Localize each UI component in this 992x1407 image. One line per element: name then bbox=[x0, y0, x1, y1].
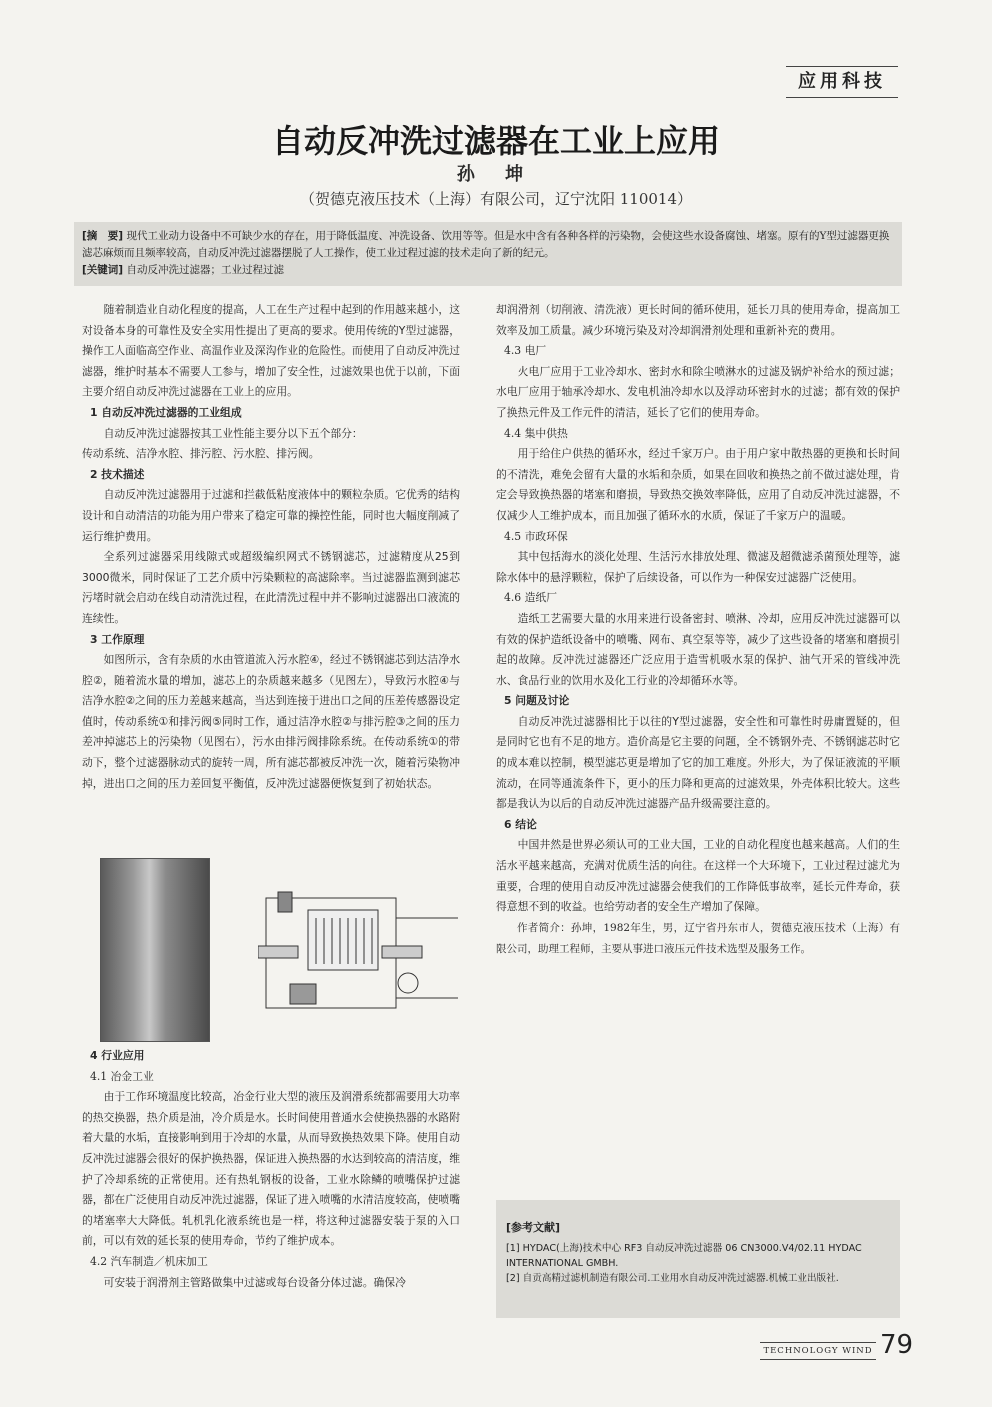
article-title: 自动反冲洗过滤器在工业上应用 bbox=[271, 122, 720, 160]
affiliation: （贺德克液压技术（上海）有限公司，辽宁沈阳 110014） bbox=[299, 190, 693, 208]
author: 孙 坤 bbox=[456, 164, 536, 185]
paragraph: 可安装于润滑剂主管路做集中过滤或每台设备分体过滤。确保冷 bbox=[103, 1275, 406, 1289]
section-heading: 1 自动反冲洗过滤器的工业组成 bbox=[90, 405, 242, 419]
reference-item: [2] 自贡高精过滤机制造有限公司.工业用水自动反冲洗过滤器.机械工业出版社. bbox=[506, 1273, 839, 1284]
paragraph: 火电厂应用于工业冷却水、密封水和除尘喷淋水的过滤及锅炉补给水的预过滤；水电厂应用于轴承冷却水、发电机油冷却水以及浮动环密封水的过滤；都有效的保护了换热元件及工作元件的清洁，延长了它们的使用寿命。 bbox=[496, 364, 900, 419]
subsection-heading: 4.1 冶金工业 bbox=[90, 1069, 154, 1083]
abstract-label: [摘 要] bbox=[82, 230, 124, 242]
paragraph: 中国井然是世界必须认可的工业大国，工业的自动化程度也越来越高。人们的生活水平越来越高，充满对优质生活的向往。在这样一个大环境下，工业过程过滤尤为重要，合理的使用自动反冲洗过滤器会使我们的工作降低事故率，延长元件寿命，获得意想不到的收益。也给劳动者的安全生产增加了保障。 bbox=[496, 838, 900, 914]
references-box bbox=[496, 1200, 900, 1318]
paragraph: 自动反冲洗过滤器用于过滤和拦截低粘度液体中的颗粒杂质。它优秀的结构设计和自动清洁的功能为用户带来了稳定可靠的操控性能，同时也大幅度削减了运行维护费用。 bbox=[82, 488, 460, 543]
section-heading: 3 工作原理 bbox=[90, 632, 145, 646]
journal-brand: TECHNOLOGY WIND bbox=[760, 1342, 876, 1360]
references-heading: [参考文献] bbox=[506, 1221, 561, 1234]
paragraph: 全系列过滤器采用线隙式或超级编织网式不锈钢滤芯，过滤精度从25到3000微米，同时保证了工艺介质中污染颗粒的高滤除率。当过滤器监测到滤芯污堵时就会启动在线自动清洗过程，在此清洗过程中并不影响过滤器出口液流的连续性。 bbox=[82, 550, 460, 625]
subsection-heading: 4.6 造纸厂 bbox=[504, 591, 557, 605]
subsection-heading: 4.2 汽车制造／机床加工 bbox=[90, 1254, 208, 1268]
keywords bbox=[82, 262, 894, 279]
paragraph: 自动反冲洗过滤器相比于以往的Y型过滤器，安全性和可靠性时毋庸置疑的，但是同时它也有不足的地方。造价高是它主要的问题，全不锈钢外壳、不锈钢滤芯时它的成本难以控制，模型滤芯更是增加了它的加工难度。外形大，为了保证液流的平顺流动，在同等通流条件下，更小的压力降和更高的过滤效果，外壳体积比较大。这些都是我认为以后的自动反冲洗过滤器产品升级需要注意的。 bbox=[496, 714, 900, 811]
paragraph: 自动反冲洗过滤器按其工业性能主要分以下五个部分： bbox=[103, 426, 363, 440]
paragraph: 却润滑剂（切削液、清洗液）更长时间的循环使用，延长刀具的使用寿命，提高加工效率及加工质量。减少环境污染及对冷却润滑剂处理和重新补充的费用。 bbox=[496, 303, 900, 337]
paragraph: 由于工作环境温度比较高，冶金行业大型的液压及润滑系统都需要用大功率的热交换器，热介质是油，冷介质是水。长时间使用普通水会使换热器的水路附着大量的水垢，直接影响到用于冷却的水量，从而导致换热效果下降。使用自动反冲洗过滤器会很好的保护换热器，保证进入换热器的水达到较高的清洁度，维护了冷却系统的正常使用。还有热轧钢板的设备，工业水除鳞的喷嘴保护过滤器，都在广泛使用自动反冲洗过滤器，保证了进入喷嘴的水清洁度较高，使喷嘴的堵塞率大大降低。轧机乳化液系统也是一样，将这种过滤器安装于泵的入口前，可以有效的延长泵的使用寿命，节约了维护成本。 bbox=[82, 1090, 460, 1248]
reference-item: [1] HYDAC(上海)技术中心 RF3 自动反冲洗过滤器 06 CN3000.V4/02.11 HYDAC INTERNATIONAL GMBH. bbox=[506, 1243, 862, 1269]
paragraph: 用于给住户供热的循环水，经过千家万户。由于用户家中散热器的更换和长时间的不清洗，难免会留有大量的水垢和杂质，如果在回收和换热之前不做过滤处理，肯定会导致换热器的堵塞和磨损，导致热交换效率降低，应用了自动反冲洗过滤器，不仅减少人工维护成本，而且加强了循环水的水质，保证了千家万户的温暖。 bbox=[496, 447, 900, 522]
subsection-heading: 4.3 电厂 bbox=[504, 344, 547, 358]
filter-photo bbox=[100, 858, 210, 1042]
subsection-heading: 4.5 市政环保 bbox=[504, 529, 568, 543]
section-heading: 6 结论 bbox=[504, 817, 537, 831]
paragraph: 其中包括海水的淡化处理、生活污水排放处理、微滤及超微滤杀菌预处理等，滤除水体中的悬浮颗粒，保护了后续设备，可以作为一种保安过滤器广泛使用。 bbox=[496, 550, 900, 584]
paragraph: 造纸工艺需要大量的水用来进行设备密封、喷淋、冷却，应用反冲洗过滤器可以有效的保护造纸设备中的喷嘴、网布、真空泵等等，减少了这些设备的堵塞和磨损引起的故障。反冲洗过滤器还广泛应用于造雪机吸水泵的保护、油气开采的管线冲洗水、食品行业的饮用水及化工行业的冷却循环水等。 bbox=[496, 611, 900, 687]
paragraph: 传动系统、洁净水腔、排污腔、污水腔、排污阀。 bbox=[82, 447, 320, 461]
paragraph: 如图所示，含有杂质的水由管道流入污水腔④，经过不锈钢滤芯到达洁净水腔②，随着流水量的增加，滤芯上的杂质越来越多（见图左），导致污水腔④与洁净水腔②之间的压力差越来越高，当达到连接于进出口之间的压差传感器设定值时，传动系统①和排污阀⑤同时工作，通过洁净水腔②与排污腔③之间的压力差冲掉滤芯上的污染物（见图右），污水由排污阀排除系统。在传动系统①的带动下，整个过滤器脉动式的旋转一周，所有滤芯都被反冲洗一次，随着污染物冲掉，进出口之间的压力差回复平衡值，反冲洗过滤器便恢复到了初始状态。 bbox=[82, 653, 460, 790]
subsection-heading: 4.4 集中供热 bbox=[504, 426, 568, 440]
abstract-box bbox=[74, 222, 902, 286]
section-heading: 5 问题及讨论 bbox=[504, 694, 570, 708]
filter-diagram bbox=[258, 888, 464, 1028]
left-column bbox=[82, 300, 460, 794]
section-heading: 2 技术描述 bbox=[90, 467, 145, 481]
section-heading: 4 行业应用 bbox=[90, 1049, 145, 1062]
paragraph: 随着制造业自动化程度的提高，人工在生产过程中起到的作用越来越小，这对设备本身的可靠性及安全实用性提出了更高的要求。使用传统的Y型过滤器，操作工人面临高空作业、高温作业及深沟作业的危险性。而使用了自动反冲洗过滤器，维护时基本不需要人工参与，增加了安全性，过滤效果也优于以前，下面主要介绍自动反冲洗过滤器在工业上的应用。 bbox=[82, 303, 460, 399]
keywords-text: 自动反冲洗过滤器；工业过程过滤 bbox=[126, 264, 284, 276]
right-column bbox=[496, 300, 900, 960]
keywords-label: [关键词] bbox=[82, 264, 124, 276]
abstract bbox=[82, 228, 894, 262]
left-column-lower bbox=[82, 1046, 460, 1293]
section-tag: 应用科技 bbox=[786, 66, 898, 98]
author-bio: 作者简介：孙坤，1982年生，男，辽宁省丹东市人，贺德克液压技术（上海）有限公司，助理工程师，主要从事进口液压元件技术选型及服务工作。 bbox=[496, 921, 900, 955]
abstract-text: 现代工业动力设备中不可缺少水的存在，用于降低温度、冲洗设备、饮用等等。但是水中含有各种各样的污染物，会使这些水设备腐蚀、堵塞。原有的Y型过滤器更换滤芯麻烦而且频率较高，自动反冲洗过滤器摆脱了人工操作，使工业过程过滤的技术走向了新的纪元。 bbox=[82, 230, 890, 259]
page-number: 79 bbox=[880, 1330, 914, 1360]
